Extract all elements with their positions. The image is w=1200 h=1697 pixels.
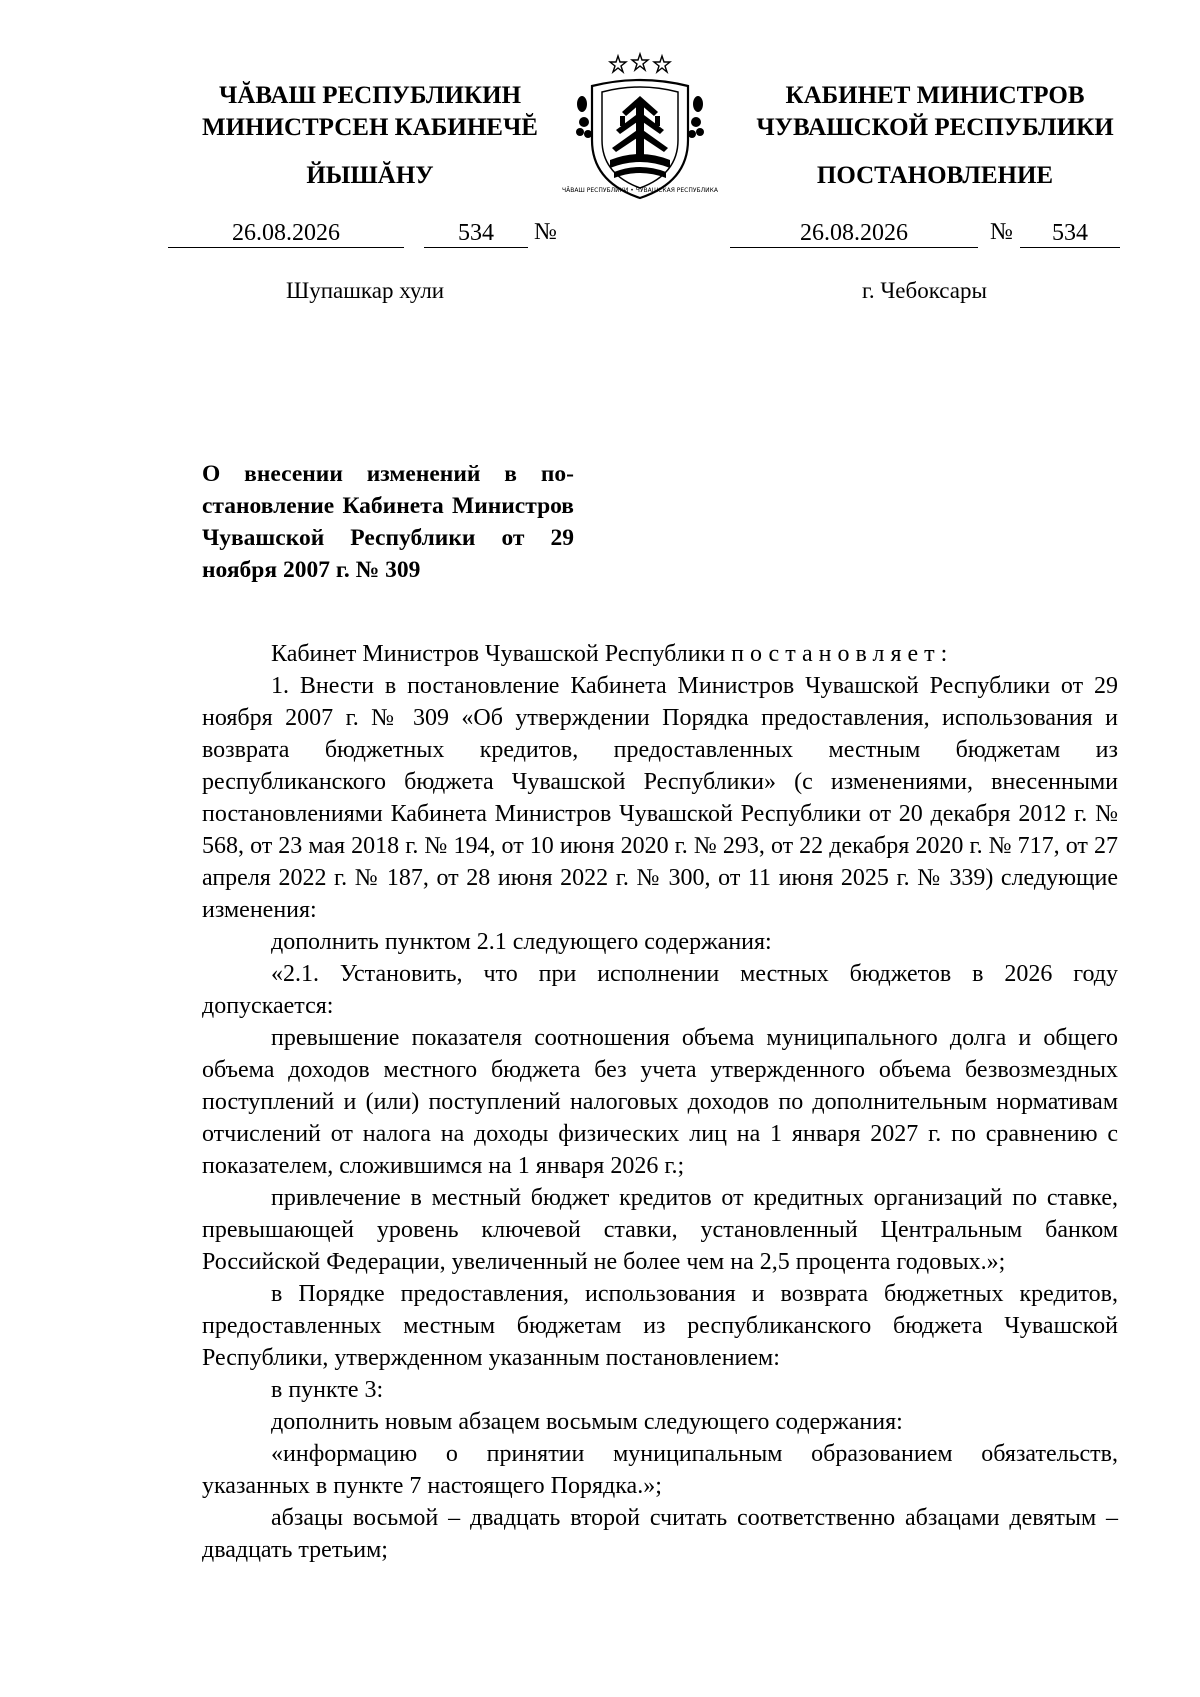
header-right-line2: ЧУВАШСКОЙ РЕСПУБЛИКИ: [756, 114, 1114, 141]
preamble-text: Кабинет Министров Чувашской Республики: [271, 641, 732, 667]
doc-type-chuvash: ЙЫШĂНУ: [306, 162, 434, 189]
left-number: 534: [424, 219, 528, 248]
body-paragraph: абзацы восьмой – двадцать второй считать соответственно абзацами девятым – двадцать третьим;: [202, 1505, 1118, 1563]
right-date-number-line: [730, 218, 1130, 248]
chuvash-coat-of-arms-icon: [561, 52, 719, 202]
right-number-sign: №: [990, 219, 1013, 245]
left-date: 26.08.2026: [168, 219, 404, 248]
body-paragraph: «информацию о принятии муниципальным образованием обязательств, указанных в пункте 7 настоящего Порядка.»;: [202, 1441, 1118, 1499]
header-left-line1: ЧĂВАШ РЕСПУБЛИКИН: [218, 82, 522, 109]
right-number: 534: [1020, 219, 1120, 248]
document-body: [202, 638, 1118, 1566]
body-paragraph: [202, 638, 1118, 670]
body-paragraph: 1. Внести в постановление Кабинета Министров Чувашской Республики от 29 ноября 2007 г. № 309 «Об утверждении Порядка предоставления, использования и возврата бюджетных кредитов, предоставленных местным бюджетам из республиканского бюджета Чувашской Республики» (с изменениями, внесенными постановлениями Кабинета Министров Чувашской Республики от 20 декабря 2012 г. № 568, от 23 мая 2018 г. № 194, от 10 июня 2020 г. № 293, от 22 декабря 2020 г. № 717, от 27 апреля 2022 г. № 187, от 28 июня 2022 г. № 300, от 11 июня 2025 г. № 339) следующие изменения:: [202, 673, 1118, 923]
body-paragraph: в пункте 3:: [271, 1377, 384, 1403]
body-paragraph: в Порядке предоставления, использования и возврата бюджетных кредитов, предоставленных местным бюджетам из республиканского бюджета Чувашской Республики, утвержденном указанным постановлением:: [202, 1281, 1118, 1371]
header-left-chuvash: [150, 80, 590, 144]
place-chuvash: Шупашкар хули: [286, 278, 445, 303]
body-paragraph: привлечение в местный бюджет кредитов от кредитных организаций по ставке, превышающей уровень ключевой ставки, установленный Центральным банком Российской Федерации, увеличенный не более чем на 2,5 процента годовых.»;: [202, 1185, 1118, 1275]
body-paragraph: «2.1. Установить, что при исполнении местных бюджетов в 2026 году допускается:: [202, 961, 1118, 1019]
body-paragraph: превышение показателя соотношения объема муниципального долга и общего объема доходов местного бюджета без учета утвержденного объема безвозмездных поступлений и (или) поступлений налоговых доходов по дополнительным нормативам отчислений от налога на доходы физических лиц на 1 января 2027 г. по сравнению с показателем, сложившимся на 1 января 2026 г.;: [202, 1025, 1118, 1179]
left-date-number-line: [168, 218, 568, 248]
header-left-line2: МИНИСТРСЕН КАБИНЕЧĔ: [202, 114, 538, 141]
left-number-sign: №: [534, 219, 557, 245]
body-paragraph: дополнить новым абзацем восьмым следующего содержания:: [271, 1409, 903, 1435]
header-right-line1: КАБИНЕТ МИНИСТРОВ: [785, 82, 1085, 109]
right-date: 26.08.2026: [730, 219, 978, 248]
svg-text:ЧĂВАШ РЕСПУБЛИКИ • ЧУВАШСКАЯ Р: ЧĂВАШ РЕСПУБЛИКИ • ЧУВАШСКАЯ РЕСПУБЛИКА: [561, 187, 719, 194]
place-russian: г. Чебоксары: [862, 278, 987, 303]
body-paragraph: дополнить пунктом 2.1 следующего содержания:: [271, 929, 772, 955]
doc-type-russian: ПОСТАНОВЛЕНИЕ: [816, 162, 1054, 189]
header-right-russian: [730, 80, 1140, 144]
preamble-resolves: постановляет:: [731, 641, 954, 667]
document-title: О внесении изменений в постановление Кабинета Министров Чувашской Республики от 29 ноября 2007 г. № 309: [202, 461, 574, 583]
